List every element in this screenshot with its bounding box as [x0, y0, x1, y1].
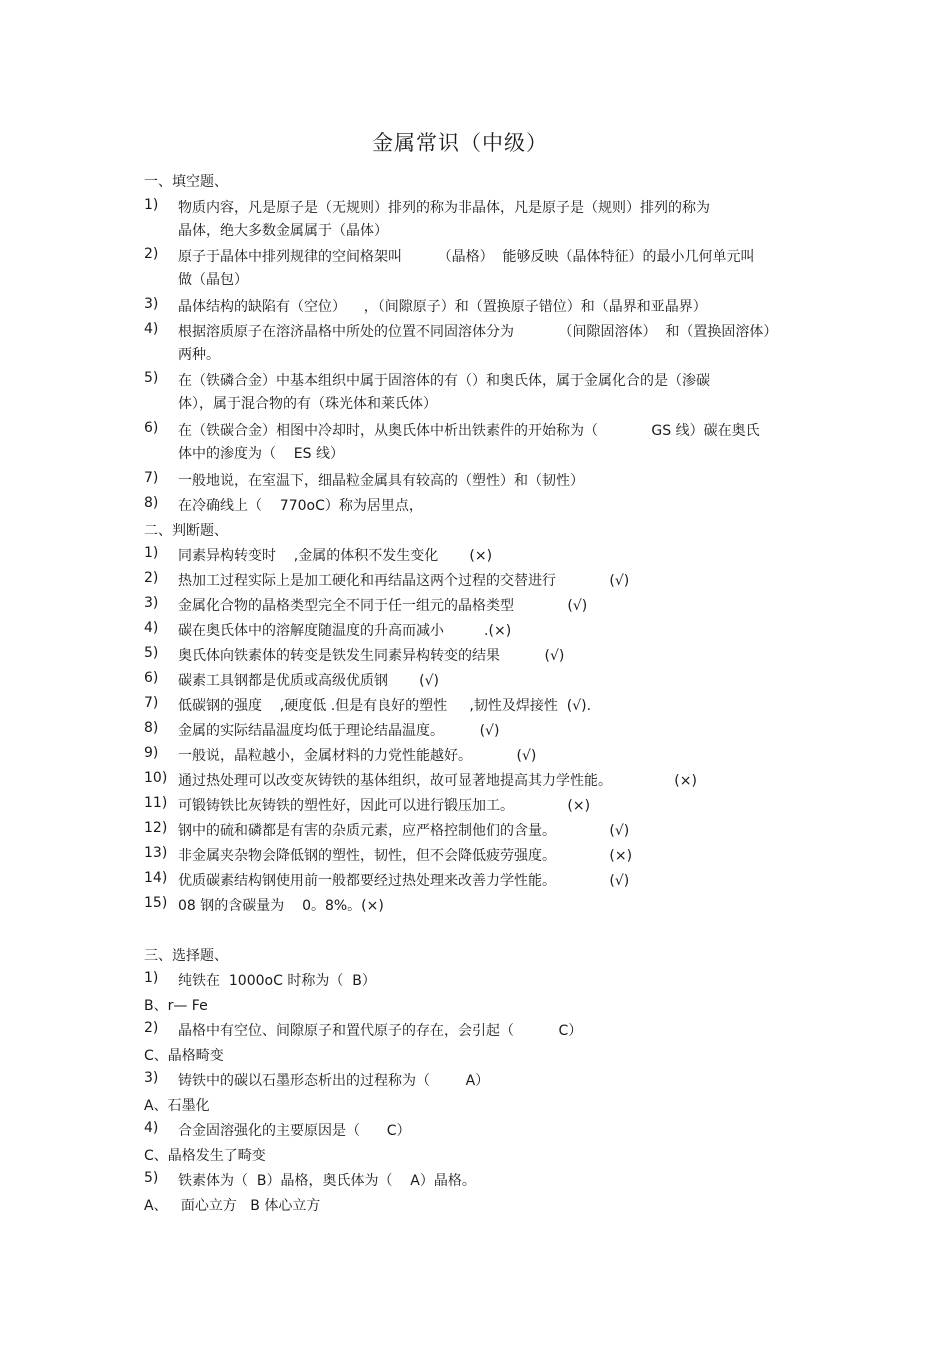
section-heading: 三、选择题、 — [144, 948, 228, 964]
question-number: 11) — [144, 795, 168, 811]
question-text — [178, 695, 808, 718]
question-text — [178, 895, 808, 918]
question-line: 金属化合物的晶格类型完全不同于任一组元的晶格类型 (√) — [178, 598, 588, 614]
question-text — [178, 321, 808, 367]
question-line: 通过热处理可以改变灰铸铁的基体组织，故可显著地提高其力学性能。 (×) — [178, 773, 697, 789]
question-text — [178, 970, 808, 993]
question-line: 金属的实际结晶温度均低于理论结晶温度。 (√) — [178, 723, 500, 739]
question-line: 碳在奥氏体中的溶解度随温度的升高而减小 .(×) — [178, 623, 512, 639]
question-text — [178, 545, 808, 568]
answer-option: A、石墨化 — [144, 1098, 210, 1114]
question-number: 2) — [144, 1020, 159, 1036]
question-number: 3) — [144, 1070, 159, 1086]
question-number: 1) — [144, 545, 159, 561]
question-number: 4) — [144, 620, 159, 636]
answer-option: C、晶格畸变 — [144, 1048, 224, 1064]
question-line: 在（铁碳合金）相图中冷却时，从奥氏体中析出铁素件的开始称为（ GS 线）碳在奥氏 — [178, 423, 760, 439]
question-number: 1) — [144, 197, 159, 213]
question-number: 7) — [144, 695, 159, 711]
question-text — [178, 845, 808, 868]
question-line: 晶体结构的缺陷有（空位） ，（间隙原子）和（置换原子错位）和（晶界和亚晶界） — [178, 299, 707, 315]
question-line: 合金固溶强化的主要原因是（ C） — [178, 1123, 411, 1139]
question-line: 碳素工具钢都是优质或高级优质钢 (√) — [178, 673, 439, 689]
question-text — [178, 670, 808, 693]
question-number: 3) — [144, 296, 159, 312]
question-text — [178, 645, 808, 668]
question-number: 2) — [144, 570, 159, 586]
page-title: 金属常识（中级） — [372, 131, 548, 155]
question-number: 5) — [144, 645, 159, 661]
question-text — [178, 820, 808, 843]
question-text — [178, 370, 808, 416]
answer-option: B、r— Fe — [144, 998, 208, 1014]
question-number: 5) — [144, 1170, 159, 1186]
question-line: 铸铁中的碳以石墨形态析出的过程称为（ A） — [178, 1073, 490, 1089]
question-line: 晶格中有空位、间隙原子和置代原子的存在，会引起（ C） — [178, 1023, 583, 1039]
question-number: 9) — [144, 745, 159, 761]
question-line: 晶体，绝大多数金属属于（晶体） — [178, 223, 388, 239]
question-line: 根据溶质原子在溶济晶格中所处的位置不同固溶体分为 （间隙固溶体） 和（置换固溶体） — [178, 324, 778, 340]
question-number: 12) — [144, 820, 168, 836]
question-line: 在冷确线上（ 770oC）称为居里点， — [178, 498, 423, 514]
question-text — [178, 570, 808, 593]
question-text — [178, 495, 808, 518]
question-number: 5) — [144, 370, 159, 386]
section-heading: 一、填空题、 — [144, 174, 228, 190]
question-line: 钢中的硫和磷都是有害的杂质元素，应严格控制他们的含量。 (√) — [178, 823, 630, 839]
question-text — [178, 197, 808, 243]
question-text — [178, 246, 808, 292]
question-line: 热加工过程实际上是加工硬化和再结晶这两个过程的交替进行 (√) — [178, 573, 630, 589]
question-text — [178, 795, 808, 818]
question-line: 一般说，晶粒越小，金属材料的力党性能越好。 (√) — [178, 748, 537, 764]
question-line: 铁素体为（ B）晶格，奥氏体为（ A）晶格。 — [178, 1173, 476, 1189]
question-line: 同素异构转变时 ,金属的体积不发生变化 (×) — [178, 548, 493, 564]
question-number: 15) — [144, 895, 168, 911]
question-line: 物质内容，凡是原子是（无规则）排列的称为非晶体，凡是原子是（规则）排列的称为 — [178, 200, 710, 216]
question-text — [178, 420, 808, 466]
answer-option: C、晶格发生了畸变 — [144, 1148, 266, 1164]
question-line: 非金属夹杂物会降低钢的塑性，韧性，但不会降低疲劳强度。 (×) — [178, 848, 633, 864]
question-text — [178, 1070, 808, 1093]
question-line: 两种。 — [178, 347, 220, 363]
question-text — [178, 745, 808, 768]
question-number: 3) — [144, 595, 159, 611]
question-line: 优质碳素结构钢使用前一般都要经过热处理来改善力学性能。 (√) — [178, 873, 630, 889]
question-line: 08 钢的含碳量为 0。8%。(×) — [178, 898, 384, 914]
section-heading: 二、判断题、 — [144, 523, 228, 539]
question-text — [178, 1120, 808, 1143]
question-line: 做（晶包） — [178, 272, 248, 288]
question-number: 14) — [144, 870, 168, 886]
question-line: 体中的渗度为（ ES 线） — [178, 446, 344, 462]
question-number: 7) — [144, 470, 159, 486]
question-number: 4) — [144, 1120, 159, 1136]
question-number: 6) — [144, 670, 159, 686]
question-line: 一般地说，在室温下，细晶粒金属具有较高的（塑性）和（韧性） — [178, 473, 584, 489]
question-text — [178, 1020, 808, 1043]
question-text — [178, 1170, 808, 1193]
answer-option: A、 面心立方 B 体心立方 — [144, 1198, 321, 1214]
question-number: 10) — [144, 770, 168, 786]
question-text — [178, 720, 808, 743]
question-line: 纯铁在 1000oC 时称为（ B） — [178, 973, 376, 989]
question-text — [178, 595, 808, 618]
question-line: 在（铁磷合金）中基本组织中属于固溶体的有（）和奥氏体，属于金属化合的是（渗碳 — [178, 373, 710, 389]
question-line: 可锻铸铁比灰铸铁的塑性好，因此可以进行锻压加工。 (×) — [178, 798, 591, 814]
question-number: 13) — [144, 845, 168, 861]
question-number: 8) — [144, 720, 159, 736]
question-line: 奥氏体向铁素体的转变是铁发生同素异构转变的结果 (√) — [178, 648, 565, 664]
question-text — [178, 870, 808, 893]
question-line: 原子于晶体中排列规律的空间格架叫 （晶格） 能够反映（晶体特征）的最小几何单元叫 — [178, 249, 755, 265]
question-line: 体），属于混合物的有（珠光体和莱氏体） — [178, 396, 437, 412]
question-line: 低碳钢的强度 ,硬度低 .但是有良好的塑性 ,韧性及焊接性 (√). — [178, 698, 592, 714]
question-text — [178, 620, 808, 643]
question-text — [178, 770, 808, 793]
question-number: 1) — [144, 970, 159, 986]
question-number: 4) — [144, 321, 159, 337]
question-text — [178, 470, 808, 493]
question-text — [178, 296, 808, 319]
question-number: 2) — [144, 246, 159, 262]
question-number: 6) — [144, 420, 159, 436]
question-number: 8) — [144, 495, 159, 511]
